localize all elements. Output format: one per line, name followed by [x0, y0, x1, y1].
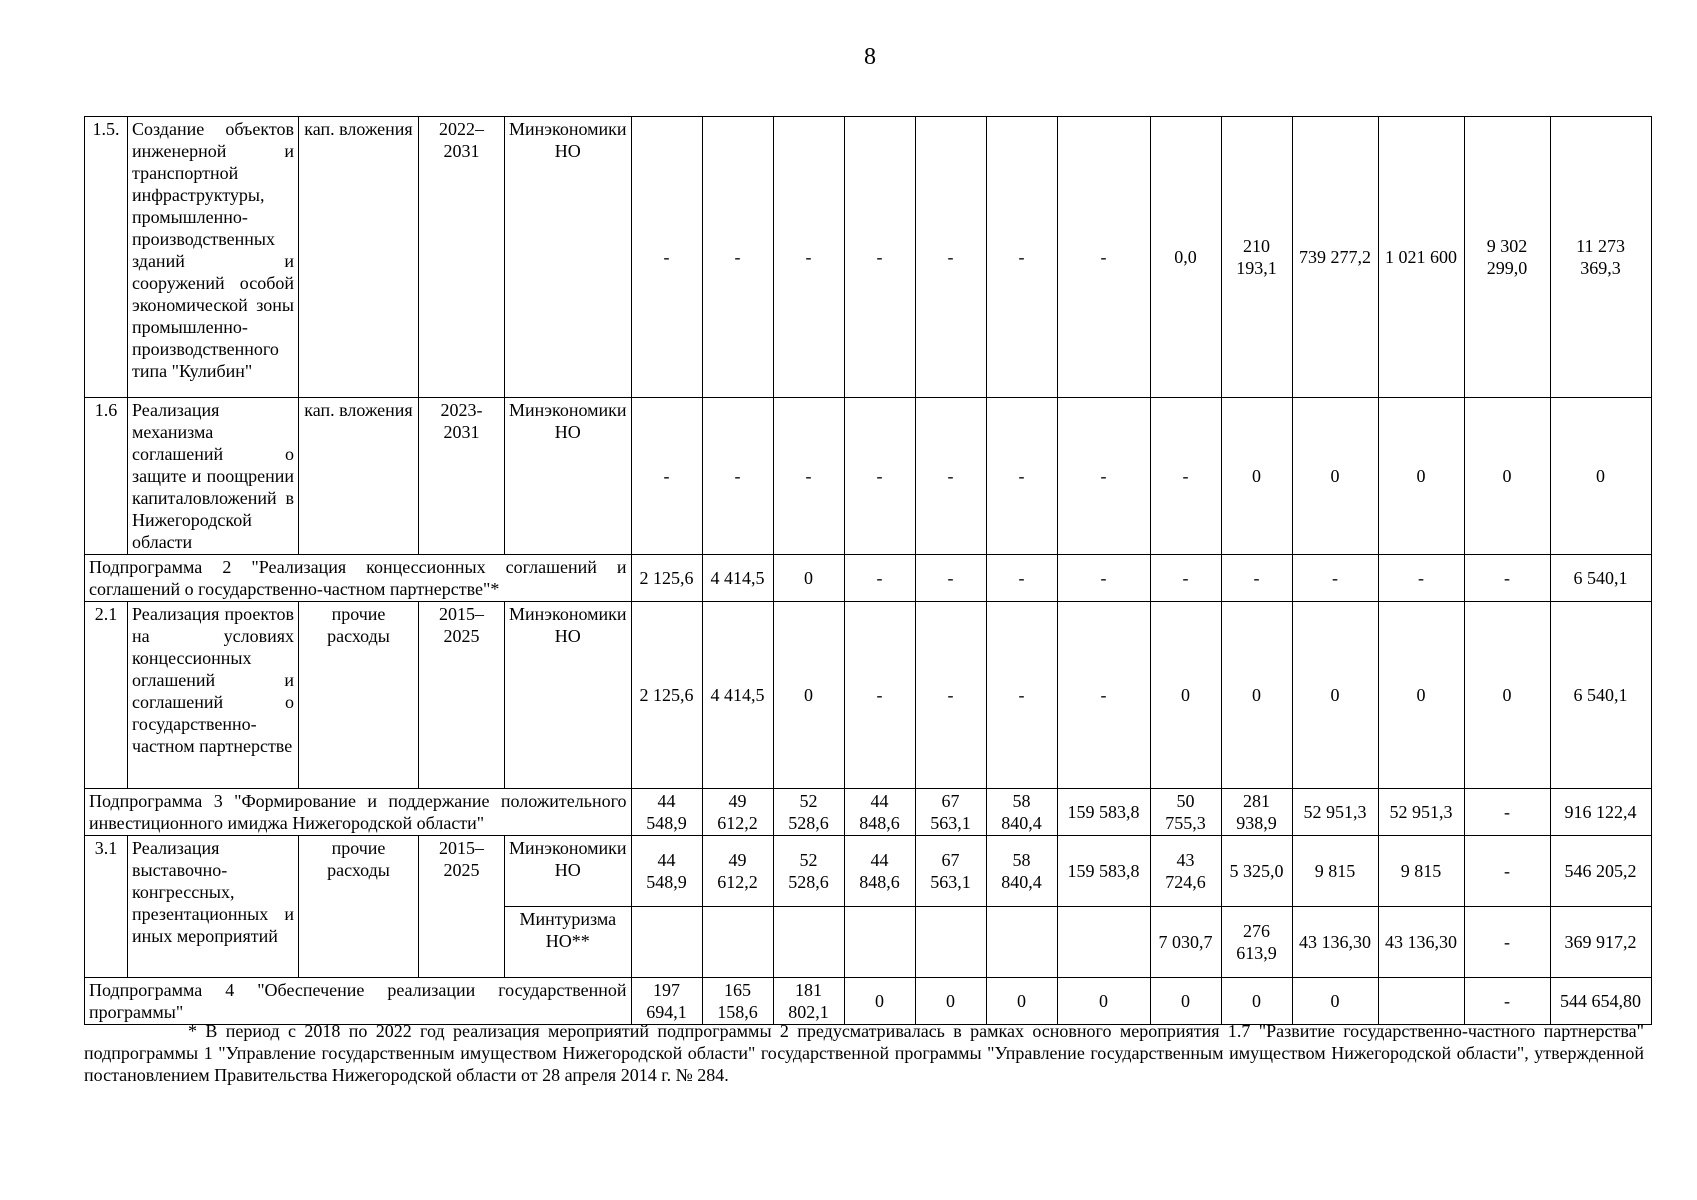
value-cell: 43 136,30	[1292, 907, 1378, 978]
value-cell: 0	[844, 978, 915, 1025]
executor: Минэкономики НО	[505, 602, 632, 789]
value-cell: 43 724,6	[1150, 836, 1221, 907]
table-row	[85, 398, 1652, 555]
executor: Минтуризма НО**	[505, 907, 632, 978]
table-row	[85, 602, 1652, 789]
value-cell: 49 612,2	[702, 789, 773, 836]
value-cell: 2 125,6	[631, 555, 702, 602]
executor: Минэкономики НО	[505, 836, 632, 907]
expense-type: кап. вложения	[299, 117, 419, 398]
value-cell: 44 848,6	[844, 789, 915, 836]
value-cell: 9 815	[1292, 836, 1378, 907]
value-cell: -	[702, 398, 773, 555]
total-cell: 916 122,4	[1550, 789, 1651, 836]
value-cell: 0,0	[1150, 117, 1221, 398]
value-cell: 43 136,30	[1378, 907, 1464, 978]
value-cell: -	[844, 602, 915, 789]
row-number: 1.5.	[85, 117, 128, 398]
budget-table	[84, 116, 1652, 1025]
period-years: 2015–2025	[419, 836, 505, 978]
value-cell: 181 802,1	[773, 978, 844, 1025]
table-row	[85, 117, 1652, 398]
value-cell: -	[844, 398, 915, 555]
value-cell: -	[1057, 117, 1150, 398]
value-cell: -	[702, 117, 773, 398]
table-row	[85, 836, 1652, 907]
value-cell: 0	[1292, 398, 1378, 555]
value-cell: 52 951,3	[1292, 789, 1378, 836]
value-cell: -	[915, 555, 986, 602]
value-cell: 5 325,0	[1221, 836, 1292, 907]
event-name: Реализация проектов на условиях концессионных оглашений и соглашений о государственно-частном партнерстве	[128, 602, 299, 789]
total-cell: 369 917,2	[1550, 907, 1651, 978]
value-cell: 281 938,9	[1221, 789, 1292, 836]
subprogram-title: Подпрограмма 4 "Обеспечение реализации государственной программы"	[85, 978, 632, 1025]
executor: Минэкономики НО	[505, 398, 632, 555]
total-cell: 0	[1550, 398, 1651, 555]
subprogram-title: Подпрограмма 2 "Реализация концессионных соглашений и соглашений о государственно-частном партнерстве"*	[85, 555, 632, 602]
value-cell	[915, 907, 986, 978]
total-cell: 544 654,80	[1550, 978, 1651, 1025]
value-cell	[1378, 978, 1464, 1025]
value-cell: -	[986, 555, 1057, 602]
value-cell: 739 277,2	[1292, 117, 1378, 398]
value-cell	[844, 907, 915, 978]
value-cell: -	[1464, 789, 1550, 836]
value-cell: -	[1464, 978, 1550, 1025]
value-cell	[773, 907, 844, 978]
value-cell: 7 030,7	[1150, 907, 1221, 978]
footnote-text: * В период с 2018 по 2022 год реализация мероприятий подпрограммы 2 предусматривалась в рамках основного мероприятия 1.7 "Развитие государственно-частного партнерства" подпрограммы 1 "Управление государственным имуществом Нижегородской области" государственной программы "Управление государственным имуществом Нижегородской области", утвержденной постановлением Правительства Нижегородской области от 28 апреля 2014 г. № 284.	[84, 1021, 1644, 1085]
total-cell: 6 540,1	[1550, 602, 1651, 789]
value-cell: 52 528,6	[773, 789, 844, 836]
value-cell: 4 414,5	[702, 602, 773, 789]
value-cell: -	[1057, 555, 1150, 602]
value-cell: -	[915, 117, 986, 398]
executor: Минэкономики НО	[505, 117, 632, 398]
subprogram-row	[85, 978, 1652, 1025]
value-cell: 0	[1221, 602, 1292, 789]
value-cell: -	[1150, 555, 1221, 602]
value-cell: 67 563,1	[915, 836, 986, 907]
total-cell: 6 540,1	[1550, 555, 1651, 602]
value-cell: 9 302 299,0	[1464, 117, 1550, 398]
event-name: Создание объектов инженерной и транспортной инфраструктуры, промышленно-производственных зданий и сооружений особой экономической зоны промышленно-производственного типа "Кулибин"	[128, 117, 299, 398]
value-cell: 0	[1150, 978, 1221, 1025]
expense-type: прочие расходы	[299, 602, 419, 789]
value-cell: 210 193,1	[1221, 117, 1292, 398]
value-cell: -	[1057, 398, 1150, 555]
subprogram-title: Подпрограмма 3 "Формирование и поддержание положительного инвестиционного имиджа Нижегородской области"	[85, 789, 632, 836]
value-cell: -	[1464, 907, 1550, 978]
period-years: 2023-2031	[419, 398, 505, 555]
value-cell: 0	[773, 555, 844, 602]
value-cell: 2 125,6	[631, 602, 702, 789]
value-cell: 1 021 600	[1378, 117, 1464, 398]
event-name: Реализация механизма соглашений о защите и поощрении капиталовложений в Нижегородской области	[128, 398, 299, 555]
value-cell: -	[1221, 555, 1292, 602]
value-cell: 0	[1292, 978, 1378, 1025]
value-cell: 9 815	[1378, 836, 1464, 907]
subprogram-row	[85, 555, 1652, 602]
value-cell: -	[915, 602, 986, 789]
value-cell: 0	[915, 978, 986, 1025]
value-cell: 52 528,6	[773, 836, 844, 907]
value-cell: 0	[986, 978, 1057, 1025]
row-number: 2.1	[85, 602, 128, 789]
footnote	[84, 1020, 1644, 1086]
value-cell: -	[915, 398, 986, 555]
value-cell: 58 840,4	[986, 836, 1057, 907]
period-years: 2022–2031	[419, 117, 505, 398]
expense-type: кап. вложения	[299, 398, 419, 555]
value-cell: -	[844, 117, 915, 398]
value-cell: -	[1464, 836, 1550, 907]
value-cell: -	[1464, 555, 1550, 602]
expense-type: прочие расходы	[299, 836, 419, 978]
value-cell: 197 694,1	[631, 978, 702, 1025]
value-cell	[702, 907, 773, 978]
value-cell: 165 158,6	[702, 978, 773, 1025]
value-cell: 44 548,9	[631, 836, 702, 907]
value-cell: -	[986, 602, 1057, 789]
value-cell: 159 583,8	[1057, 789, 1150, 836]
value-cell: 0	[1150, 602, 1221, 789]
event-name: Реализация выставочно-конгрессных, презентационных и иных мероприятий	[128, 836, 299, 978]
value-cell: -	[844, 555, 915, 602]
page-number: 8	[864, 44, 876, 70]
value-cell: 276 613,9	[1221, 907, 1292, 978]
subprogram-row	[85, 789, 1652, 836]
value-cell: -	[986, 398, 1057, 555]
value-cell: 67 563,1	[915, 789, 986, 836]
value-cell: 159 583,8	[1057, 836, 1150, 907]
value-cell	[1057, 907, 1150, 978]
row-number: 3.1	[85, 836, 128, 978]
value-cell: -	[773, 398, 844, 555]
value-cell: -	[1057, 602, 1150, 789]
value-cell: -	[631, 117, 702, 398]
value-cell: 0	[1378, 602, 1464, 789]
total-cell: 546 205,2	[1550, 836, 1651, 907]
value-cell: 0	[1464, 602, 1550, 789]
row-number: 1.6	[85, 398, 128, 555]
value-cell: -	[773, 117, 844, 398]
value-cell: -	[1378, 555, 1464, 602]
value-cell: 0	[1378, 398, 1464, 555]
value-cell: 52 951,3	[1378, 789, 1464, 836]
value-cell	[986, 907, 1057, 978]
value-cell: 50 755,3	[1150, 789, 1221, 836]
value-cell: 0	[1221, 398, 1292, 555]
value-cell: 44 548,9	[631, 789, 702, 836]
value-cell: 0	[1221, 978, 1292, 1025]
value-cell: -	[1150, 398, 1221, 555]
value-cell	[631, 907, 702, 978]
value-cell: -	[986, 117, 1057, 398]
value-cell: 0	[1292, 602, 1378, 789]
value-cell: -	[1292, 555, 1378, 602]
value-cell: 0	[1464, 398, 1550, 555]
total-cell: 11 273 369,3	[1550, 117, 1651, 398]
value-cell: 58 840,4	[986, 789, 1057, 836]
value-cell: 49 612,2	[702, 836, 773, 907]
value-cell: 0	[773, 602, 844, 789]
value-cell: -	[631, 398, 702, 555]
value-cell: 0	[1057, 978, 1150, 1025]
value-cell: 44 848,6	[844, 836, 915, 907]
period-years: 2015–2025	[419, 602, 505, 789]
value-cell: 4 414,5	[702, 555, 773, 602]
